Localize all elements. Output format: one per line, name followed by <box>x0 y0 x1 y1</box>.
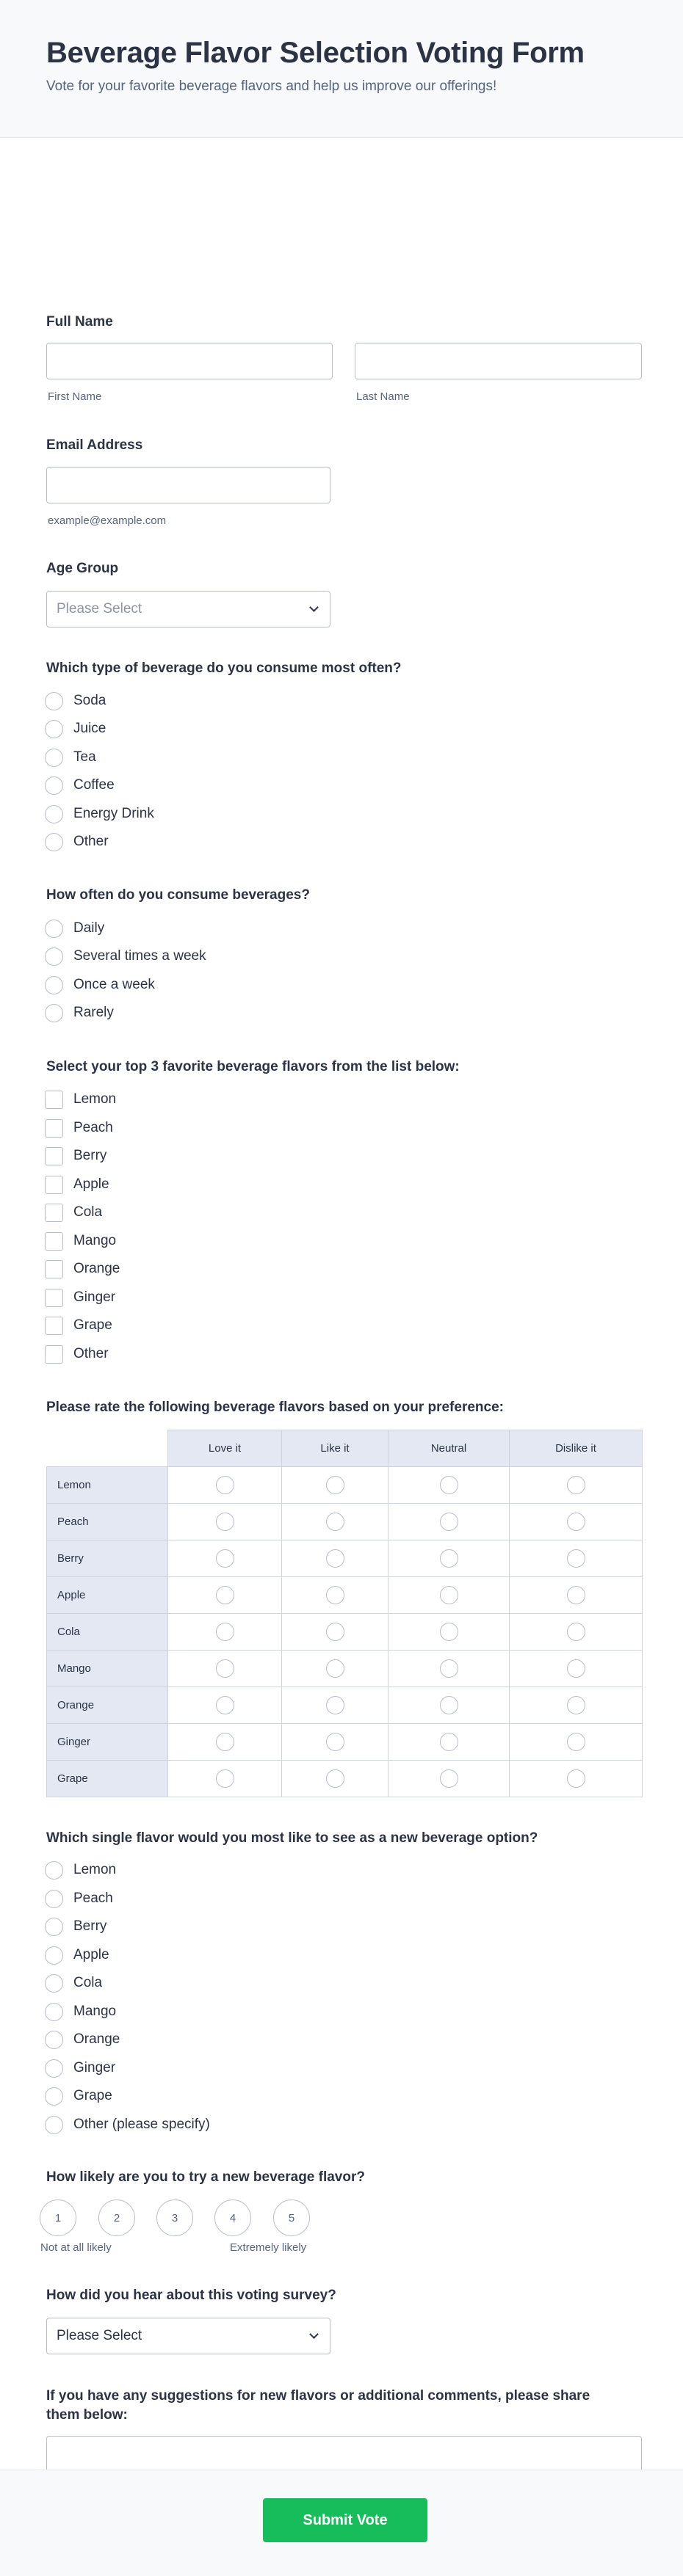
frequency-option[interactable] <box>45 918 104 939</box>
heard-about-label: How did you hear about this voting survey? <box>46 2288 336 2303</box>
matrix-radio[interactable] <box>440 1623 458 1641</box>
matrix-radio[interactable] <box>326 1586 344 1604</box>
scale-high-label: Extremely likely <box>230 2241 307 2254</box>
matrix-column-header: Love it <box>168 1430 282 1467</box>
matrix-radio[interactable] <box>216 1623 234 1641</box>
new-flavor-option[interactable] <box>45 2086 112 2106</box>
option-label: Other <box>73 834 109 849</box>
frequency-option[interactable] <box>45 1003 114 1023</box>
option-label: Lemon <box>73 1091 117 1107</box>
last-name-input[interactable] <box>355 343 642 379</box>
option-label: Soda <box>73 693 106 708</box>
matrix-row-label: Orange <box>47 1687 168 1724</box>
matrix-row-label: Ginger <box>47 1724 168 1761</box>
option-label: Daily <box>73 920 105 936</box>
new-flavor-option[interactable] <box>45 2001 116 2022</box>
option-label: Lemon <box>73 1862 117 1877</box>
rating-matrix <box>46 1430 643 1797</box>
new-flavor-option[interactable] <box>45 2114 210 2135</box>
matrix-column-header: Dislike it <box>510 1430 643 1467</box>
option-label: Orange <box>73 2031 120 2047</box>
option-label: Mango <box>73 2004 117 2019</box>
matrix-row <box>47 1724 643 1761</box>
beverage-option[interactable] <box>45 691 106 711</box>
flavor-checkbox-option[interactable] <box>45 1118 113 1138</box>
matrix-row <box>47 1577 643 1614</box>
new-flavor-option[interactable] <box>45 2058 115 2078</box>
first-name-input[interactable] <box>46 343 333 379</box>
age-group-placeholder: Please Select <box>57 601 142 616</box>
scale-option-2[interactable]: 2 <box>98 2200 135 2236</box>
option-label: Once a week <box>73 977 155 992</box>
option-label: Peach <box>73 1120 113 1135</box>
option-label: Orange <box>73 1261 120 1276</box>
matrix-radio[interactable] <box>216 1733 234 1751</box>
matrix-radio[interactable] <box>440 1513 458 1531</box>
matrix-row-label: Grape <box>47 1761 168 1797</box>
radio-button[interactable] <box>45 776 63 795</box>
matrix-radio[interactable] <box>216 1586 234 1604</box>
matrix-radio[interactable] <box>567 1696 585 1714</box>
matrix-radio[interactable] <box>440 1696 458 1714</box>
matrix-radio[interactable] <box>326 1476 344 1494</box>
last-name-sublabel: Last Name <box>356 390 410 403</box>
option-label: Berry <box>73 1918 107 1934</box>
matrix-radio[interactable] <box>326 1549 344 1568</box>
comments-label-line-1: If you have any suggestions for new flavors or additional comments, please share <box>46 2388 590 2404</box>
beverage-option[interactable] <box>45 747 96 768</box>
option-label: Apple <box>73 1176 109 1192</box>
comments-label-line-2: them below: <box>46 2407 128 2423</box>
radio-button[interactable] <box>45 2003 63 2021</box>
matrix-row-label: Mango <box>47 1651 168 1687</box>
email-sublabel: example@example.com <box>48 514 167 527</box>
beverage-option[interactable] <box>45 804 154 824</box>
new-flavor-option[interactable] <box>45 1945 109 1965</box>
heard-about-select[interactable] <box>46 2318 330 2354</box>
matrix-row-label: Lemon <box>47 1467 168 1504</box>
flavor-checkbox-option[interactable] <box>45 1231 116 1251</box>
radio-button[interactable] <box>45 1861 63 1880</box>
matrix-row <box>47 1651 643 1687</box>
scale-option-3[interactable]: 3 <box>156 2200 193 2236</box>
matrix-radio[interactable] <box>216 1769 234 1788</box>
matrix-row <box>47 1467 643 1504</box>
radio-button[interactable] <box>45 1946 63 1965</box>
checkbox[interactable] <box>45 1289 63 1307</box>
flavor-checkbox-option[interactable] <box>45 1259 120 1279</box>
matrix-radio[interactable] <box>326 1513 344 1531</box>
matrix-radio[interactable] <box>326 1733 344 1751</box>
radio-button[interactable] <box>45 692 63 710</box>
matrix-row-label: Peach <box>47 1504 168 1540</box>
beverage-option[interactable] <box>45 832 109 852</box>
matrix-radio[interactable] <box>440 1733 458 1751</box>
flavor-checkbox-option[interactable] <box>45 1174 109 1195</box>
radio-button[interactable] <box>45 1004 63 1022</box>
beverage-option[interactable] <box>45 718 106 739</box>
matrix-radio[interactable] <box>567 1586 585 1604</box>
matrix-row-label: Cola <box>47 1614 168 1651</box>
likelihood-label: How likely are you to try a new beverage flavor? <box>46 2169 365 2185</box>
matrix-radio[interactable] <box>216 1513 234 1531</box>
radio-button[interactable] <box>45 1974 63 1993</box>
radio-button[interactable] <box>45 947 63 966</box>
option-label: Juice <box>73 721 106 736</box>
matrix-row <box>47 1614 643 1651</box>
flavor-checkbox-option[interactable] <box>45 1344 109 1364</box>
radio-button[interactable] <box>45 2059 63 2078</box>
matrix-radio[interactable] <box>216 1476 234 1494</box>
matrix-radio[interactable] <box>440 1549 458 1568</box>
new-flavor-option[interactable] <box>45 1973 102 1993</box>
matrix-row <box>47 1687 643 1724</box>
flavor-checkbox-option[interactable] <box>45 1202 102 1223</box>
option-label: Several times a week <box>73 948 206 964</box>
radio-button[interactable] <box>45 2087 63 2106</box>
matrix-radio[interactable] <box>567 1623 585 1641</box>
matrix-radio[interactable] <box>216 1696 234 1714</box>
option-label: Berry <box>73 1148 107 1163</box>
matrix-row <box>47 1540 643 1577</box>
beverage-option[interactable] <box>45 775 115 796</box>
matrix-radio[interactable] <box>216 1659 234 1678</box>
scale-option-4[interactable]: 4 <box>214 2200 251 2236</box>
frequency-option[interactable] <box>45 946 206 967</box>
radio-button[interactable] <box>45 805 63 823</box>
matrix-radio[interactable] <box>567 1513 585 1531</box>
heard-about-value: Please Select <box>57 2328 142 2343</box>
age-group-select[interactable] <box>46 591 330 627</box>
matrix-radio[interactable] <box>440 1476 458 1494</box>
matrix-radio[interactable] <box>216 1549 234 1568</box>
matrix-radio[interactable] <box>440 1586 458 1604</box>
checkbox[interactable] <box>45 1119 63 1138</box>
comments-label <box>46 2387 590 2425</box>
scale-low-label: Not at all likely <box>40 2241 112 2254</box>
email-label: Email Address <box>46 437 143 453</box>
full-name-label: Full Name <box>46 314 113 330</box>
frequency-option[interactable] <box>45 975 155 995</box>
matrix-column-header: Neutral <box>389 1430 510 1467</box>
matrix-radio[interactable] <box>567 1733 585 1751</box>
matrix-body <box>47 1467 643 1797</box>
radio-button[interactable] <box>45 2031 63 2049</box>
radio-button[interactable] <box>45 749 63 767</box>
option-label: Coffee <box>73 777 115 793</box>
option-label: Rarely <box>73 1005 114 1020</box>
beverage-type-label: Which type of beverage do you consume most often? <box>46 661 402 676</box>
age-group-label: Age Group <box>46 561 119 576</box>
option-label: Cola <box>73 1204 103 1220</box>
matrix-radio[interactable] <box>440 1769 458 1788</box>
new-flavor-option[interactable] <box>45 1888 113 1909</box>
radio-button[interactable] <box>45 1890 63 1908</box>
matrix-row <box>47 1504 643 1540</box>
option-label: Ginger <box>73 1289 116 1305</box>
matrix-radio[interactable] <box>567 1549 585 1568</box>
scale-option-1[interactable]: 1 <box>40 2200 76 2236</box>
matrix-radio[interactable] <box>567 1476 585 1494</box>
matrix-row-label: Berry <box>47 1540 168 1577</box>
flavor-checkbox-option[interactable] <box>45 1287 115 1308</box>
email-input[interactable] <box>46 467 330 503</box>
form-subtitle: Vote for your favorite beverage flavors and help us improve our offerings! <box>46 79 497 94</box>
matrix-radio[interactable] <box>567 1769 585 1788</box>
chevron-down-icon <box>309 2329 319 2339</box>
option-label: Tea <box>73 749 96 765</box>
radio-button[interactable] <box>45 1918 63 1936</box>
new-flavor-label: Which single flavor would you most like to see as a new beverage option? <box>46 1830 538 1846</box>
checkbox[interactable] <box>45 1204 63 1222</box>
matrix-radio[interactable] <box>326 1659 344 1678</box>
scale-option-5[interactable]: 5 <box>273 2200 310 2236</box>
matrix-column-header: Like it <box>282 1430 389 1467</box>
new-flavor-option[interactable] <box>45 2029 120 2050</box>
checkbox[interactable] <box>45 1091 63 1109</box>
matrix-row-label: Apple <box>47 1577 168 1614</box>
checkbox[interactable] <box>45 1345 63 1364</box>
option-label: Grape <box>73 2088 112 2103</box>
new-flavor-option[interactable] <box>45 1916 106 1937</box>
radio-button[interactable] <box>45 833 63 851</box>
matrix-radio[interactable] <box>326 1769 344 1788</box>
chevron-down-icon <box>309 603 319 612</box>
flavor-checkbox-option[interactable] <box>45 1146 106 1166</box>
option-label: Energy Drink <box>73 806 154 821</box>
submit-button[interactable]: Submit Vote <box>263 2498 427 2542</box>
checkbox[interactable] <box>45 1147 63 1165</box>
flavor-checkbox-option[interactable] <box>45 1089 116 1110</box>
option-label: Apple <box>73 1947 109 1962</box>
flavor-checkbox-option[interactable] <box>45 1315 112 1336</box>
option-label: Cola <box>73 1975 103 1990</box>
option-label: Peach <box>73 1891 113 1906</box>
form-header <box>0 0 683 138</box>
matrix-radio[interactable] <box>326 1696 344 1714</box>
option-label: Other (please specify) <box>73 2117 210 2132</box>
matrix-row <box>47 1761 643 1797</box>
matrix-radio[interactable] <box>326 1623 344 1641</box>
matrix-corner <box>47 1430 168 1467</box>
radio-button[interactable] <box>45 976 63 994</box>
top-flavors-label: Select your top 3 favorite beverage flavors from the list below: <box>46 1059 460 1074</box>
checkbox[interactable] <box>45 1260 63 1278</box>
rating-label: Please rate the following beverage flavors based on your preference: <box>46 1400 504 1415</box>
checkbox[interactable] <box>45 1317 63 1335</box>
radio-button[interactable] <box>45 920 63 938</box>
option-label: Other <box>73 1346 109 1361</box>
matrix-radio[interactable] <box>567 1659 585 1678</box>
checkbox[interactable] <box>45 1232 63 1251</box>
form-footer <box>0 2470 683 2576</box>
option-label: Mango <box>73 1233 117 1248</box>
matrix-radio[interactable] <box>440 1659 458 1678</box>
new-flavor-option[interactable] <box>45 1860 116 1880</box>
option-label: Ginger <box>73 2060 116 2075</box>
frequency-label: How often do you consume beverages? <box>46 887 310 903</box>
radio-button[interactable] <box>45 2116 63 2134</box>
first-name-sublabel: First Name <box>48 390 102 403</box>
radio-button[interactable] <box>45 720 63 738</box>
option-label: Grape <box>73 1317 112 1333</box>
form-title: Beverage Flavor Selection Voting Form <box>46 37 585 69</box>
checkbox[interactable] <box>45 1176 63 1194</box>
